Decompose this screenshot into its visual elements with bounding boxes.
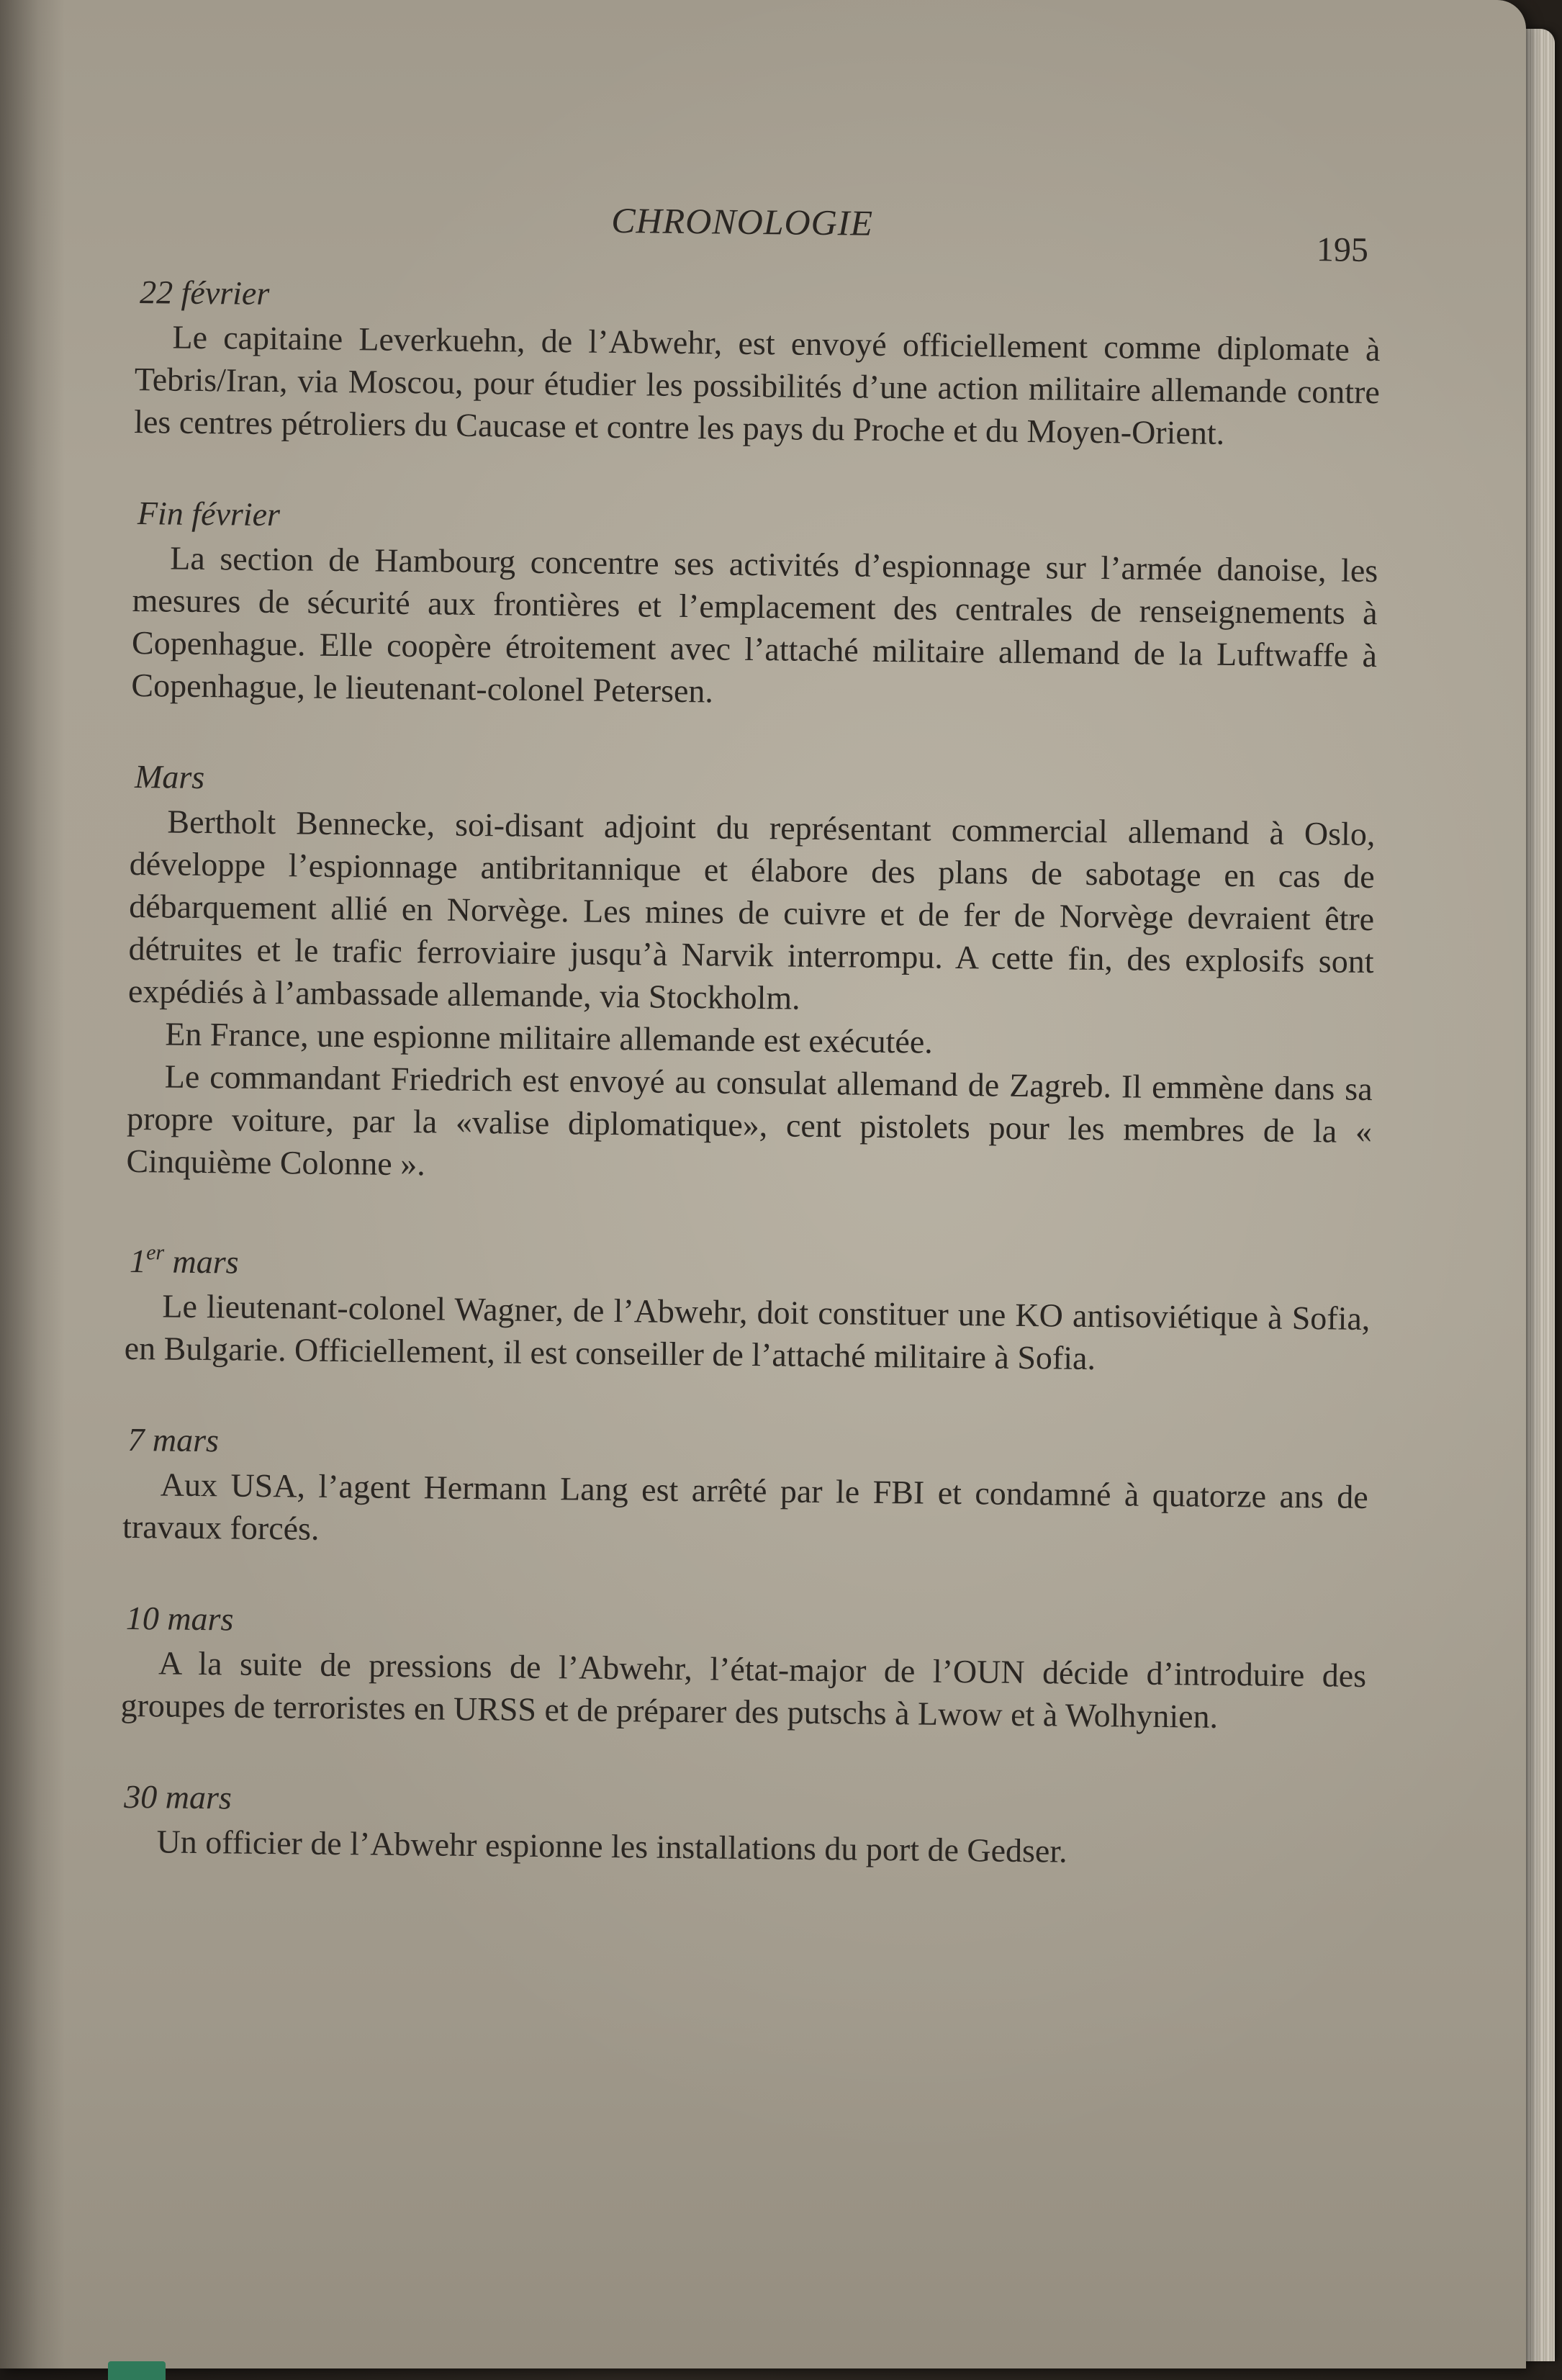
chronology-entry	[134, 274, 1381, 456]
entry-paragraph: Le lieutenant-colonel Wagner, de l’Abwehr, doit constituer une KO antisoviétique à Sofia, en Bulgarie. Officiellement, il est conseiller de l’attaché militaire à Sofia.	[124, 1287, 1371, 1377]
chronology-entry	[126, 758, 1376, 1195]
running-title: CHRONOLOGIE	[610, 199, 874, 243]
chronology-entry	[120, 1600, 1367, 1739]
entry-paragraph: Un officier de l’Abwehr espionne les installations du port de Gedser.	[156, 1823, 1067, 1870]
entry-date-day: 1	[129, 1242, 147, 1280]
entry-date-ordinal: er	[146, 1240, 165, 1265]
entry-date-month: mars	[163, 1243, 239, 1281]
entry-paragraph: Bertholt Bennecke, soi-disant adjoint du représentant commercial allemand à Oslo, développe l’espionnage antibritannique et élabore des plans de sabotage en cas de débarquement allié en Norvège. Les mines de cuivre et de fer de Norvège devraient être détruites et le trafic ferroviaire jusqu’à Narvik interrompu. A cette fin, des explosifs sont expédiés à l’ambassade allemande, via Stockholm.	[127, 803, 1376, 1017]
page-number: 195	[1316, 230, 1369, 269]
page-content	[119, 166, 1382, 1927]
entry-date	[130, 1234, 1371, 1293]
chronology-entry	[131, 495, 1378, 719]
gutter-shadow	[0, 0, 65, 2368]
entry-date: Fin février	[137, 495, 281, 533]
entry-paragraph: La section de Hambourg concentre ses activités d’espionnage sur l’armée danoise, les mesures de sécurité aux frontières et l’emplacement des centrales de renseignements à Copenhague. Elle coopère étroitement avec l’attaché militaire allemand de la Luftwaffe à Copenhague, le lieutenant-colonel Petersen.	[131, 539, 1378, 710]
entry-paragraph: Aux USA, l’agent Hermann Lang est arrêté par le FBI et condamné à quatorze ans de travaux forcés.	[122, 1466, 1368, 1547]
entry-date: 7 mars	[127, 1420, 220, 1459]
bookmark-ribbon	[108, 2361, 166, 2380]
entry-paragraph: Le capitaine Leverkuehn, de l’Abwehr, est envoyé officiellement comme diplomate à Tebris/Iran, via Moscou, pour étudier les possibilités d’une action militaire allemande contre les centres pétroliers du Caucase et contre les pays du Proche et du Moyen-Orient.	[134, 318, 1381, 451]
entry-paragraph: A la suite de pressions de l’Abwehr, l’état-major de l’OUN décide d’introduire des groupes de terroristes en URSS et de préparer des putschs à Lwow et à Wolhynien.	[120, 1644, 1367, 1735]
entry-date: Mars	[134, 758, 205, 796]
entry-date: 22 février	[139, 274, 270, 312]
entry-paragraph: Le commandant Friedrich est envoyé au consulat allemand de Zagreb. Il emmène dans sa propre voiture, par la «valise diplomatique», cent pistolets pour les membres de la « Cinquième Colonne ».	[126, 1058, 1373, 1183]
page-header	[135, 166, 1381, 287]
chronology-entry	[122, 1421, 1369, 1561]
entry-paragraph: En France, une espionne militaire allemande est exécutée.	[165, 1015, 934, 1060]
chronology-entry	[119, 1778, 1365, 1875]
entry-date: 10 mars	[125, 1599, 234, 1638]
chronology-entry	[124, 1234, 1371, 1382]
entry-date: 30 mars	[124, 1777, 233, 1816]
